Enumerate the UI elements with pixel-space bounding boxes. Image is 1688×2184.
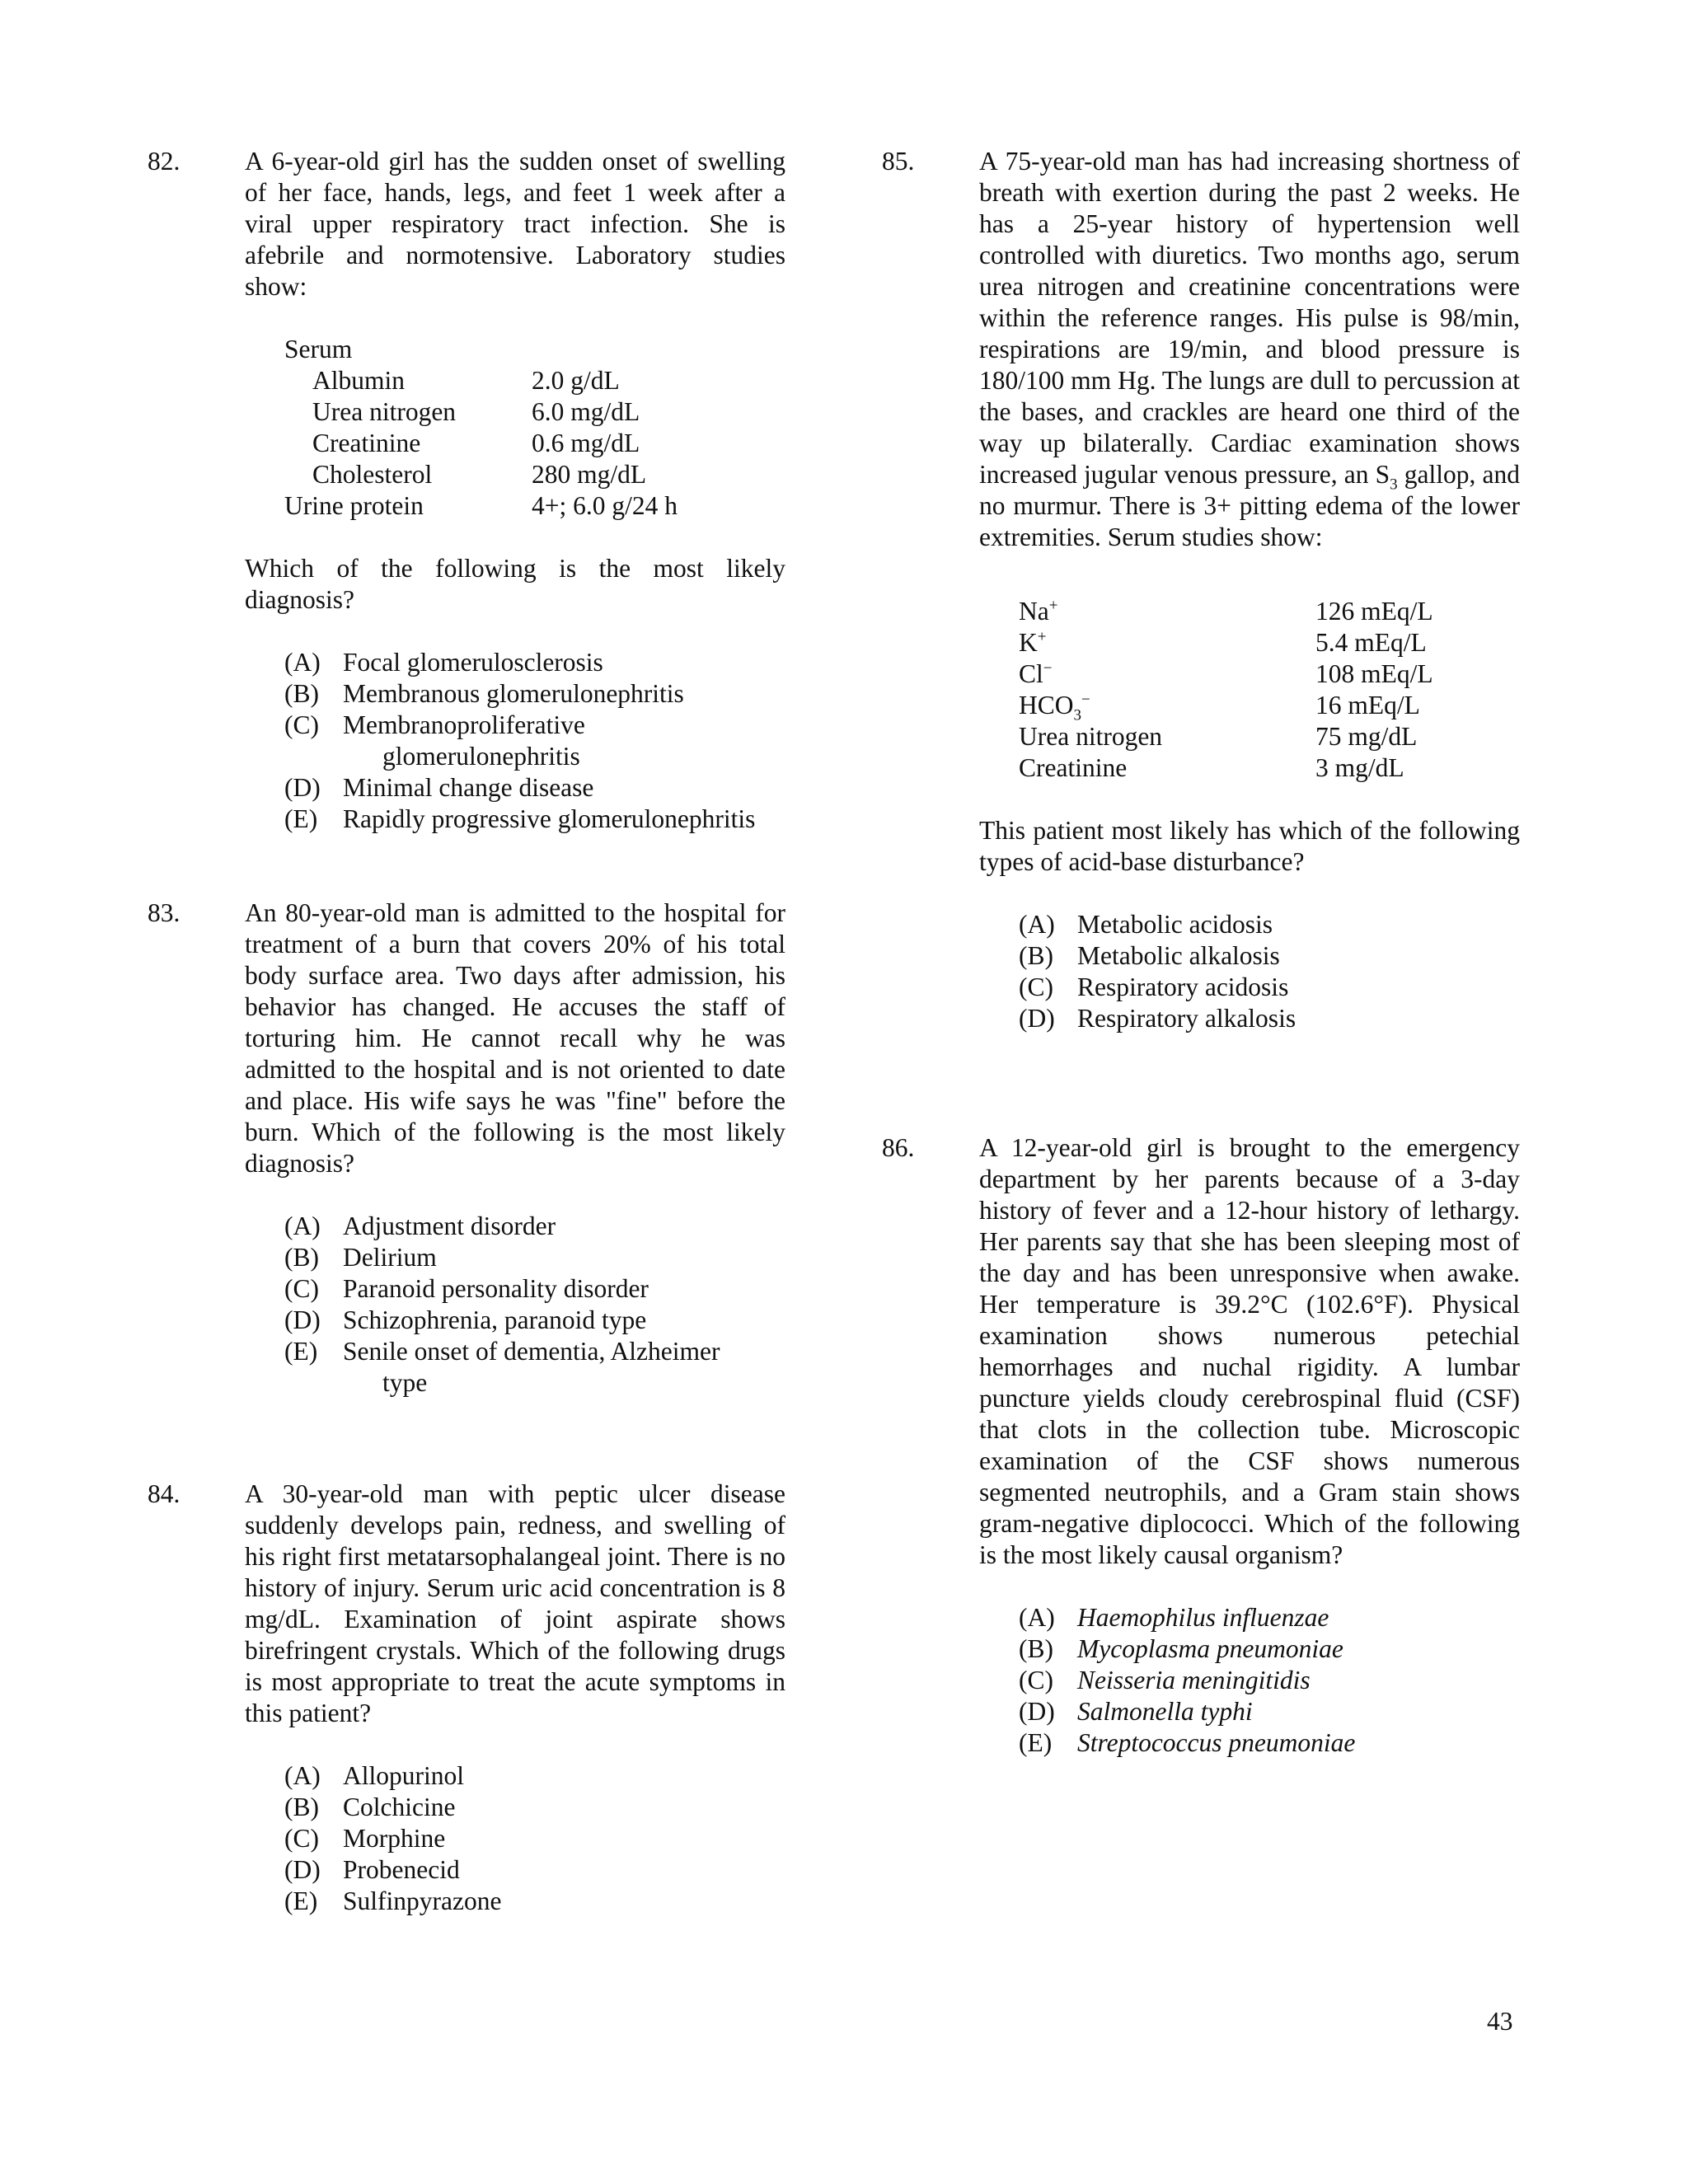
option-a[interactable]: (A) Metabolic acidosis [1019,910,1273,939]
option-b[interactable]: (B) Mycoplasma pneumoniae [1019,1634,1343,1663]
answer-options [1019,909,1520,1034]
lab-row: Urea nitrogen 6.0 mg/dL [312,397,640,426]
option-b[interactable]: (B) Metabolic alkalosis [1019,941,1280,970]
lab-row: Creatinine 3 mg/dL [1019,753,1404,782]
lab-row: Urine protein 4+; 6.0 g/24 h [284,491,678,520]
page-number: 43 [1487,2007,1513,2036]
lab-table [1019,596,1520,784]
question-stem: A 12-year-old girl is brought to the emergency department by her parents because of a 3-day history of fever and a 12-hour history of lethargy. Her parents say that she has been sleeping most of the day and has been unresponsive when awake. Her temperature is 39.2°C (102.6°F). Physical examination shows numerous petechial hemorrhages and nuchal rigidity. A lumbar puncture yields cloudy cerebrospinal fluid (CSF) that clots in the collection tube. Microscopic examination of the CSF shows numerous segmented neutrophils, and a Gram stain shows gram-negative diplococci. Which of the following is the most likely causal organism? [979,1133,1520,1569]
option-e[interactable]: (E) Streptococcus pneumoniae [1019,1728,1356,1757]
option-c[interactable]: (C) Respiratory acidosis [1019,972,1289,1001]
question-stem: A 6-year-old girl has the sudden onset of swelling of her face, hands, legs, and feet 1 week after a viral upper respiratory tract infection. She is afebrile and normotensive. Laboratory studies show: [245,147,785,301]
answer-options [1019,1602,1520,1759]
option-c[interactable]: (C) Neisseria meningitidis [1019,1666,1311,1694]
lab-header: Serum [284,335,353,363]
option-d[interactable]: (D) Probenecid [284,1855,460,1884]
option-d[interactable]: (D) Respiratory alkalosis [1019,1004,1296,1033]
option-d[interactable]: (D) Minimal change disease [284,773,594,802]
option-a[interactable]: (A) Allopurinol [284,1761,464,1790]
option-b[interactable]: (B) Delirium [284,1243,437,1272]
option-a[interactable]: (A) Focal glomerulosclerosis [284,648,603,677]
question-stem: An 80-year-old man is admitted to the hospital for treatment of a burn that covers 20% of his total body surface area. Two days after admission, his behavior has changed. He accuses the staff of torturing him. He cannot recall why he was admitted to the hospital and is not oriented to date and place. His wife says he was "fine" before the burn. Which of the following is the most likely diagnosis? [245,898,785,1178]
lab-table [284,334,785,522]
option-d[interactable]: (D) Salmonella typhi [1019,1697,1253,1726]
option-e[interactable]: (E) Sulfinpyrazone [284,1886,502,1915]
lab-row: Urea nitrogen 75 mg/dL [1019,722,1418,751]
question-number: 84. [148,1479,181,1508]
question-number: 82. [148,147,181,176]
option-c[interactable]: (C) Membranoproliferative glomerulonephritis [284,710,585,771]
lab-row: K+ 5.4 mEq/L [1019,628,1427,657]
answer-options [284,1211,785,1399]
question-lead: This patient most likely has which of the following types of acid-base disturbance? [979,816,1520,876]
question-number: 83. [148,898,181,927]
answer-options [284,647,785,835]
option-c[interactable]: (C) Paranoid personality disorder [284,1274,649,1303]
lab-row: Cl− 108 mEq/L [1019,659,1433,688]
question-stem: A 30-year-old man with peptic ulcer disease suddenly develops pain, redness, and swelling of his right first metatarsophalangeal joint. There is no history of injury. Serum uric acid concentration is 8 mg/dL. Examination of joint aspirate shows birefringent crystals. Which of the following drugs is most appropriate to treat the acute symptoms in this patient? [245,1479,785,1727]
option-d[interactable]: (D) Schizophrenia, paranoid type [284,1305,647,1334]
lab-row: Cholesterol 280 mg/dL [312,460,647,489]
option-c[interactable]: (C) Morphine [284,1824,446,1853]
question-number: 85. [882,147,915,176]
lab-row: Na+ 126 mEq/L [1019,597,1433,626]
question-stem: A 75-year-old man has had increasing shortness of breath with exertion during the past 2 weeks. He has a 25-year history of hypertension well controlled with diuretics. Two months ago, serum urea nitrogen and creatinine concentrations were within the reference ranges. His pulse is 98/min, respirations are 19/min, and blood pressure is 180/100 mm Hg. The lungs are dull to percussion at the bases, and crackles are heard one third of the way up bilaterally. Cardiac examination shows increased jugular venous pressure, an $S_3$ gallop, and no murmur. There is 3+ pitting edema of the lower extremities. Serum studies show: [979,147,1520,551]
option-a[interactable]: (A) Adjustment disorder [284,1212,556,1240]
lab-row: Creatinine 0.6 mg/dL [312,429,640,457]
option-b[interactable]: (B) Membranous glomerulonephritis [284,679,684,708]
option-e[interactable]: (E) Senile onset of dementia, Alzheimer type [284,1337,720,1397]
lab-row: $HCO_3^-$ 16 mEq/L [1019,691,1420,724]
answer-options [284,1760,785,1917]
option-e[interactable]: (E) Rapidly progressive glomerulonephritis [284,804,756,833]
option-b[interactable]: (B) Colchicine [284,1793,456,1821]
question-number: 86. [882,1133,915,1162]
option-a[interactable]: (A) Haemophilus influenzae [1019,1603,1329,1632]
question-lead: Which of the following is the most likely diagnosis? [245,554,785,614]
lab-row: Albumin 2.0 g/dL [312,366,620,395]
